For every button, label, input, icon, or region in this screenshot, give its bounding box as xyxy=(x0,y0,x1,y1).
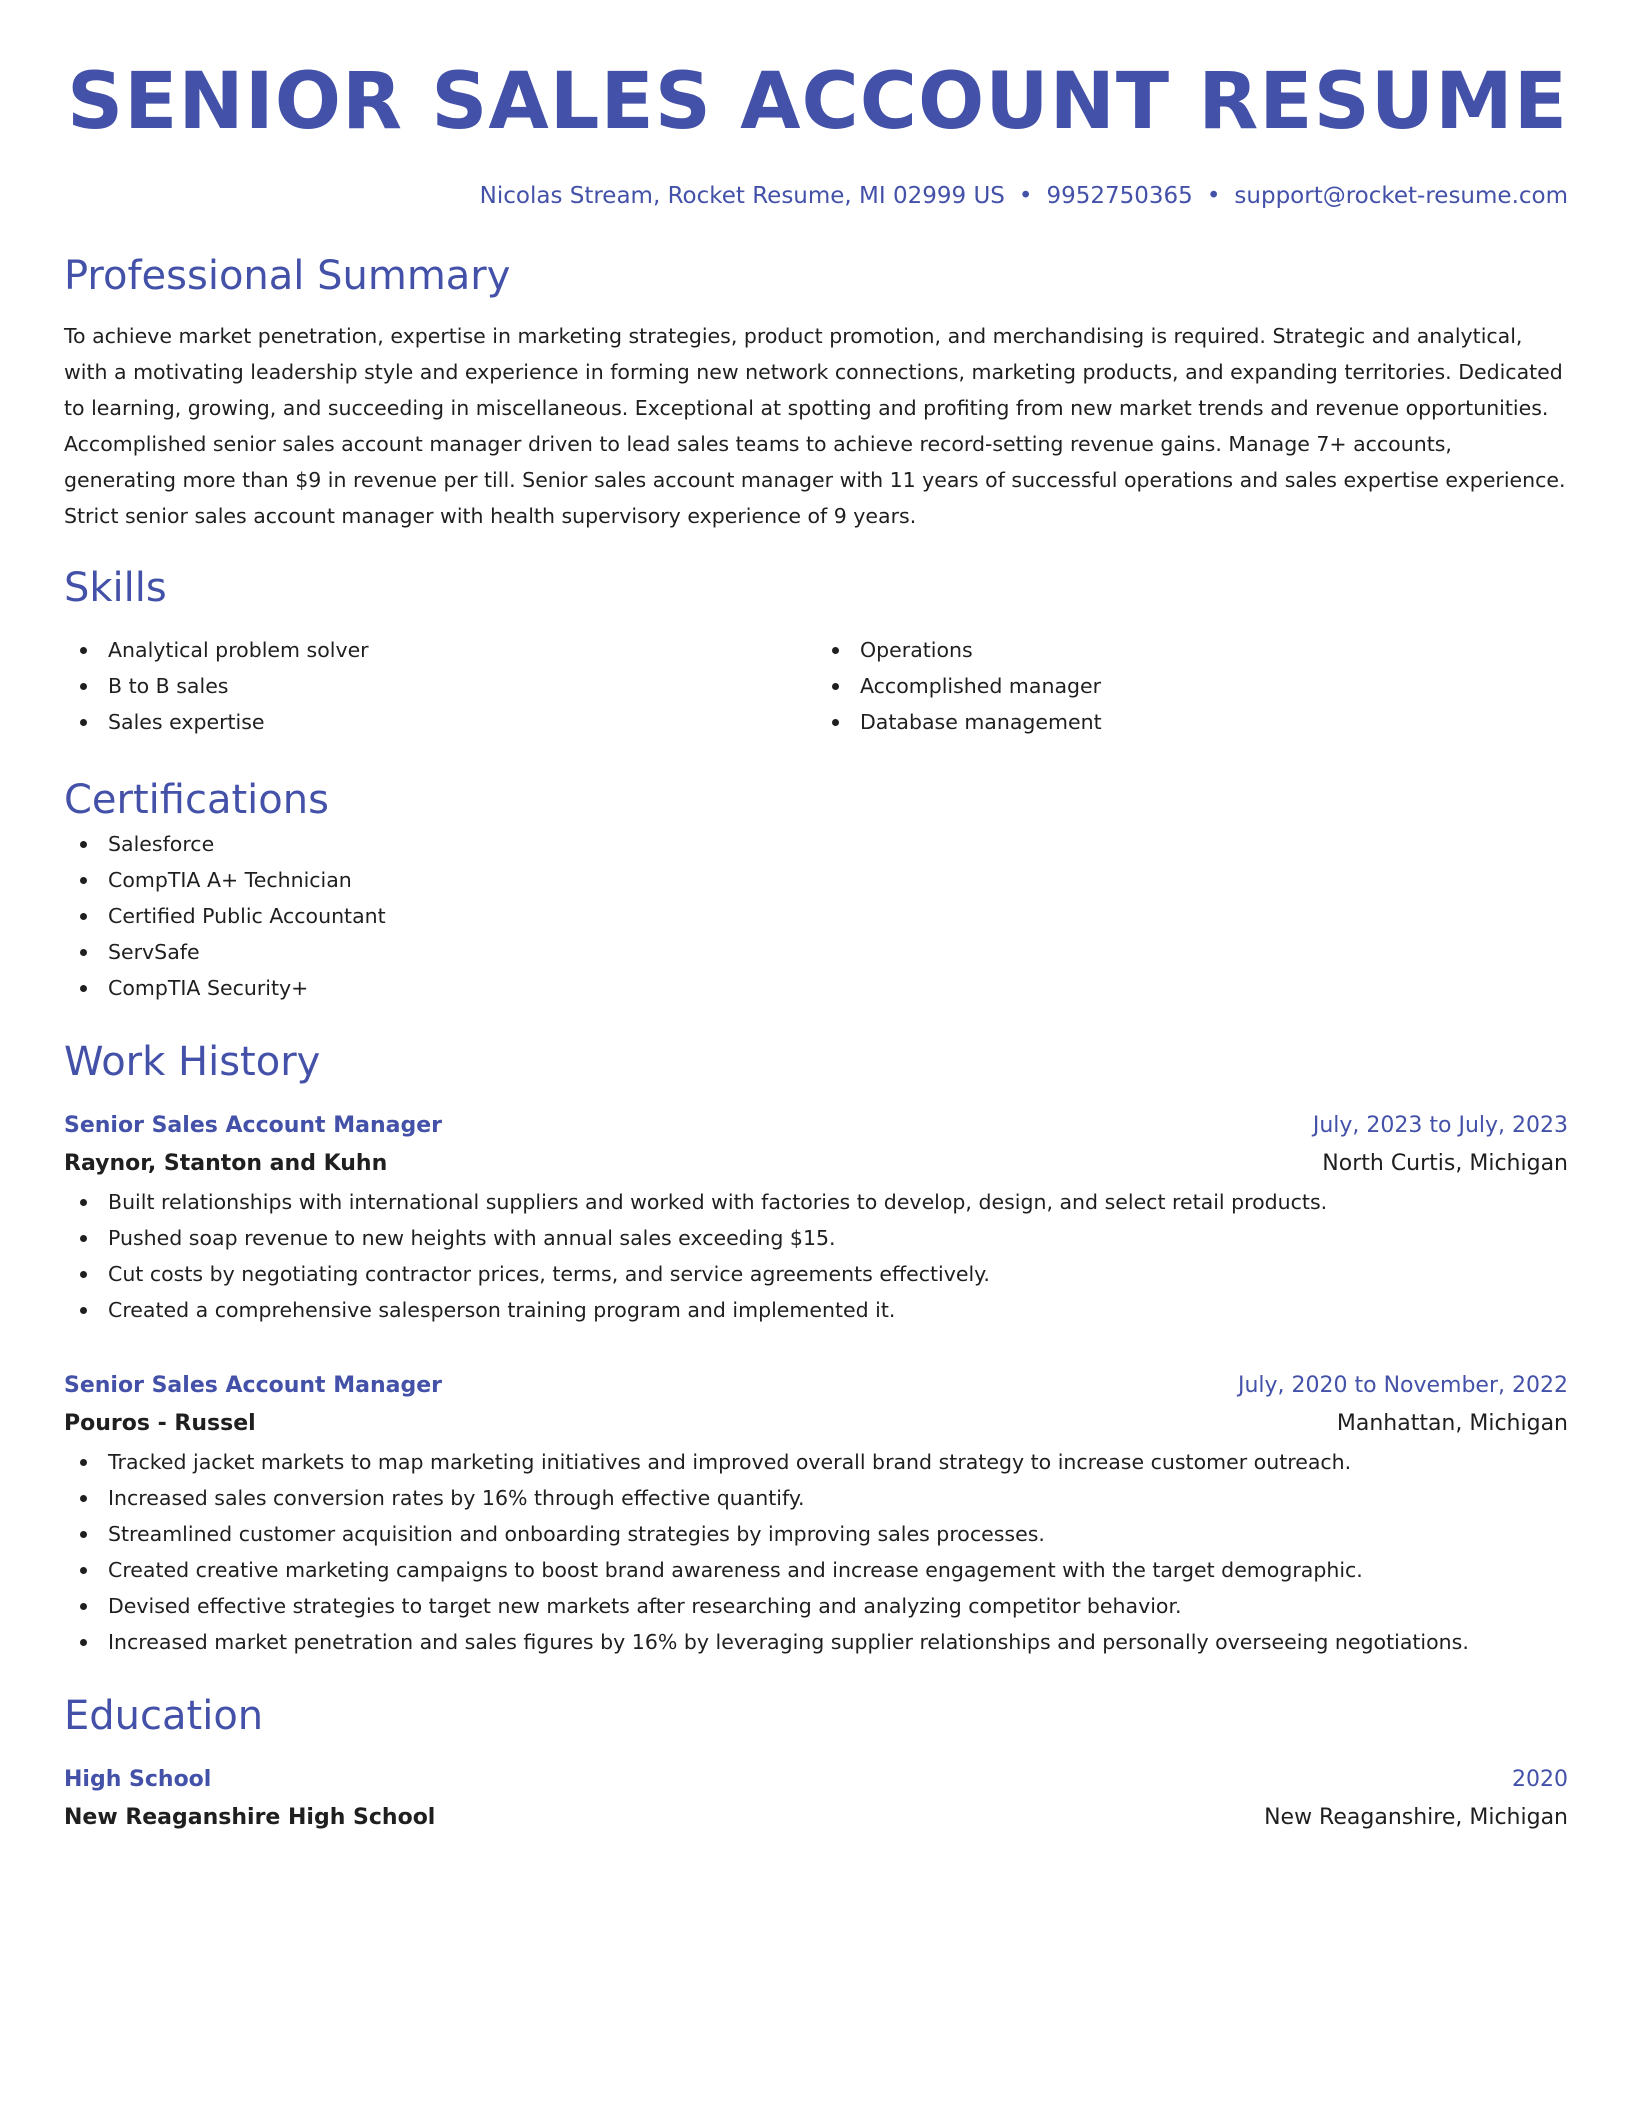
job-location: Manhattan, Michigan xyxy=(1336,1411,1568,1436)
contact-separator: • xyxy=(1206,183,1221,209)
job-bullet: Created creative marketing campaigns to boost brand awareness and increase engagement with the target demographic. xyxy=(64,1552,1568,1588)
job-bullet-list xyxy=(64,1184,1568,1328)
contact-email: support@rocket-resume.com xyxy=(1234,183,1568,209)
job-bullet-list xyxy=(64,1444,1568,1660)
skill-item: Sales expertise xyxy=(64,704,816,740)
job-company-row xyxy=(64,1404,1568,1444)
contact-line xyxy=(64,180,1568,212)
certification-item: ServSafe xyxy=(64,934,1568,970)
skills-list-left xyxy=(64,632,816,740)
skill-item: B to B sales xyxy=(64,668,816,704)
job-bullet: Cut costs by negotiating contractor prices, terms, and service agreements effectively. xyxy=(64,1256,1568,1292)
job-bullet: Increased sales conversion rates by 16% through effective quantify. xyxy=(64,1480,1568,1516)
skill-item: Accomplished manager xyxy=(816,668,1568,704)
education-entry xyxy=(64,1762,1568,1838)
skills-heading: Skills xyxy=(64,565,167,611)
work-history-heading: Work History xyxy=(64,1039,321,1085)
job-bullet: Created a comprehensive salesperson training program and implemented it. xyxy=(64,1292,1568,1328)
skill-item: Analytical problem solver xyxy=(64,632,816,668)
job-company-row xyxy=(64,1144,1568,1184)
job-bullet: Built relationships with international suppliers and worked with factories to develop, design, and select retail products. xyxy=(64,1184,1568,1220)
job-bullet: Tracked jacket markets to map marketing initiatives and improved overall brand strategy to increase customer outreach. xyxy=(64,1444,1568,1480)
job-entry xyxy=(64,1368,1568,1660)
education-degree: High School xyxy=(64,1767,212,1792)
job-title-row xyxy=(64,1108,1568,1144)
certification-item: CompTIA Security+ xyxy=(64,970,1568,1006)
education-degree-row xyxy=(64,1762,1568,1798)
certification-item: Salesforce xyxy=(64,826,1568,862)
certification-item: CompTIA A+ Technician xyxy=(64,862,1568,898)
job-bullet: Streamlined customer acquisition and onboarding strategies by improving sales processes. xyxy=(64,1516,1568,1552)
resume-title: SENIOR SALES ACCOUNT RESUME xyxy=(66,57,1568,147)
education-year: 2020 xyxy=(1512,1767,1568,1792)
skill-item: Database management xyxy=(816,704,1568,740)
summary-heading: Professional Summary xyxy=(64,253,511,299)
contact-separator: • xyxy=(1018,183,1033,209)
job-company: Pouros - Russel xyxy=(64,1411,256,1436)
skills-list-right xyxy=(816,632,1568,740)
job-bullet: Increased market penetration and sales figures by 16% by leveraging supplier relationships and personally overseeing negotiations. xyxy=(64,1624,1568,1660)
contact-phone: 9952750365 xyxy=(1046,183,1193,209)
education-school: New Reaganshire High School xyxy=(64,1805,436,1830)
contact-address: Nicolas Stream, Rocket Resume, MI 02999 US xyxy=(479,183,1005,209)
education-location: New Reaganshire, Michigan xyxy=(1264,1805,1568,1830)
education-heading: Education xyxy=(64,1693,264,1739)
job-dates: July, 2023 to July, 2023 xyxy=(1312,1113,1568,1138)
summary-text: To achieve market penetration, expertise in marketing strategies, product promotion, and merchandising is required. Strategic and analytical, with a motivating leadership style and experience in forming new network connections, marketing products, and expanding territories. Dedicated to learning, growing, and succeeding in miscellaneous. Exceptional at spotting and profiting from new market trends and revenue opportunities. Accomplished senior sales account manager driven to lead sales teams to achieve record-setting revenue gains. Manage 7+ accounts, generating more than $9 in revenue per till. Senior sales account manager with 11 years of successful operations and sales expertise experience. Strict senior sales account manager with health supervisory experience of 9 years. xyxy=(64,324,1566,528)
job-dates: July, 2020 to November, 2022 xyxy=(1237,1373,1568,1398)
skill-item: Operations xyxy=(816,632,1568,668)
certifications-list xyxy=(64,826,1568,1006)
job-title: Senior Sales Account Manager xyxy=(64,1373,442,1398)
certifications-heading: Certifications xyxy=(64,777,329,823)
job-entry xyxy=(64,1108,1568,1328)
job-title-row xyxy=(64,1368,1568,1404)
job-company: Raynor, Stanton and Kuhn xyxy=(64,1151,388,1176)
education-school-row xyxy=(64,1798,1568,1838)
job-title: Senior Sales Account Manager xyxy=(64,1113,442,1138)
job-location: North Curtis, Michigan xyxy=(1322,1151,1568,1176)
certification-item: Certified Public Accountant xyxy=(64,898,1568,934)
job-bullet: Pushed soap revenue to new heights with annual sales exceeding $15. xyxy=(64,1220,1568,1256)
skills-grid xyxy=(64,632,1568,740)
job-bullet: Devised effective strategies to target new markets after researching and analyzing competitor behavior. xyxy=(64,1588,1568,1624)
